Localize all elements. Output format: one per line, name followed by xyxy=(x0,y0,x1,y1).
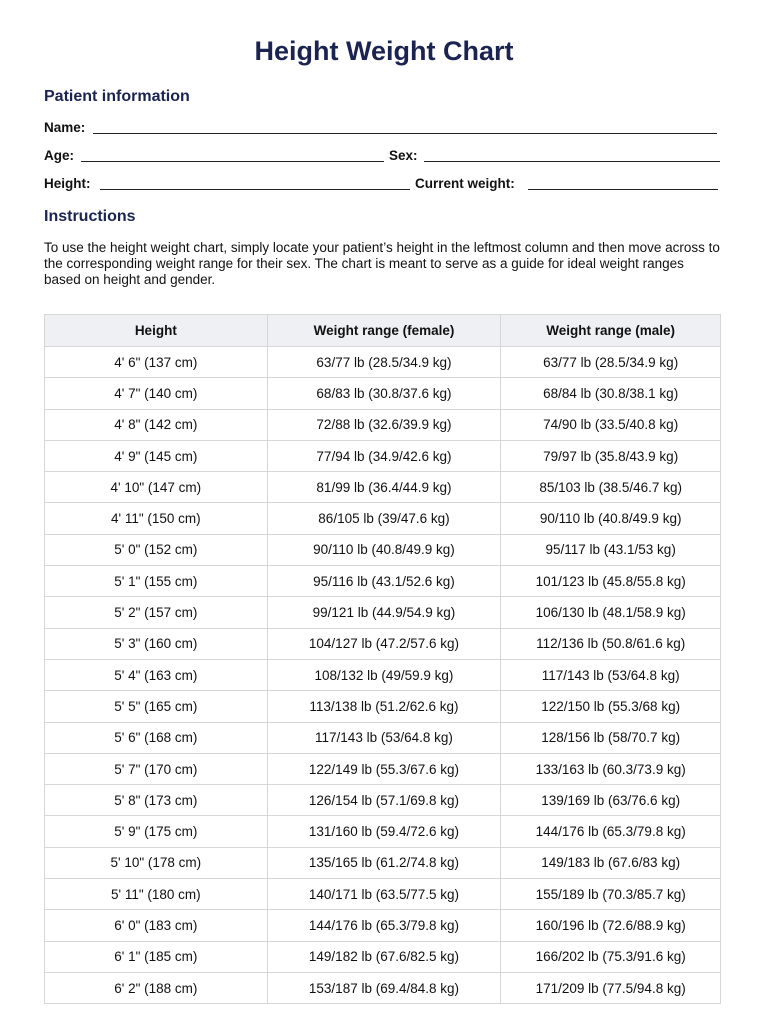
table-row xyxy=(45,347,721,378)
column-header-female: Weight range (female) xyxy=(267,315,501,347)
height-weight-row xyxy=(44,174,724,194)
height-cell: 5' 3" (160 cm) xyxy=(45,628,268,659)
table-row xyxy=(45,597,721,628)
female-weight-cell: 135/165 lb (61.2/74.8 kg) xyxy=(267,847,501,878)
instructions-text: To use the height weight chart, simply locate your patient’s height in the leftmost column and then move across to the corresponding weight range for their sex. The chart is meant to serve as a guide for ideal weight ranges based on height and gender. xyxy=(44,240,720,287)
height-cell: 4' 7" (140 cm) xyxy=(45,378,268,409)
sex-field[interactable] xyxy=(424,161,720,162)
height-cell: 5' 11" (180 cm) xyxy=(45,879,268,910)
height-cell: 5' 5" (165 cm) xyxy=(45,691,268,722)
height-cell: 6' 1" (185 cm) xyxy=(45,941,268,972)
female-weight-cell: 131/160 lb (59.4/72.6 kg) xyxy=(267,816,501,847)
height-cell: 4' 11" (150 cm) xyxy=(45,503,268,534)
height-weight-table xyxy=(44,314,721,1004)
current-weight-field[interactable] xyxy=(528,189,718,190)
male-weight-cell: 144/176 lb (65.3/79.8 kg) xyxy=(501,816,721,847)
female-weight-cell: 72/88 lb (32.6/39.9 kg) xyxy=(267,409,501,440)
male-weight-cell: 133/163 lb (60.3/73.9 kg) xyxy=(501,753,721,784)
current-weight-label: Current weight: xyxy=(415,176,515,191)
table-row xyxy=(45,472,721,503)
table-row xyxy=(45,722,721,753)
table-row xyxy=(45,941,721,972)
table-row xyxy=(45,972,721,1003)
male-weight-cell: 106/130 lb (48.1/58.9 kg) xyxy=(501,597,721,628)
table-row xyxy=(45,440,721,471)
height-cell: 5' 6" (168 cm) xyxy=(45,722,268,753)
table-body xyxy=(45,347,721,1004)
male-weight-cell: 95/117 lb (43.1/53 kg) xyxy=(501,534,721,565)
table-row xyxy=(45,816,721,847)
height-cell: 5' 2" (157 cm) xyxy=(45,597,268,628)
table-row xyxy=(45,847,721,878)
female-weight-cell: 104/127 lb (47.2/57.6 kg) xyxy=(267,628,501,659)
name-label: Name: xyxy=(44,120,86,135)
male-weight-cell: 112/136 lb (50.8/61.6 kg) xyxy=(501,628,721,659)
male-weight-cell: 90/110 lb (40.8/49.9 kg) xyxy=(501,503,721,534)
table-row xyxy=(45,503,721,534)
patient-info-heading: Patient information xyxy=(44,88,190,105)
height-cell: 4' 9" (145 cm) xyxy=(45,440,268,471)
female-weight-cell: 140/171 lb (63.5/77.5 kg) xyxy=(267,879,501,910)
male-weight-cell: 160/196 lb (72.6/88.9 kg) xyxy=(501,910,721,941)
female-weight-cell: 81/99 lb (36.4/44.9 kg) xyxy=(267,472,501,503)
column-header-male: Weight range (male) xyxy=(501,315,721,347)
height-cell: 4' 10" (147 cm) xyxy=(45,472,268,503)
female-weight-cell: 90/110 lb (40.8/49.9 kg) xyxy=(267,534,501,565)
age-sex-row xyxy=(44,146,724,166)
name-row xyxy=(44,118,724,138)
instructions-heading: Instructions xyxy=(44,208,136,225)
height-cell: 6' 0" (183 cm) xyxy=(45,910,268,941)
table-row xyxy=(45,409,721,440)
table-row xyxy=(45,879,721,910)
female-weight-cell: 144/176 lb (65.3/79.8 kg) xyxy=(267,910,501,941)
female-weight-cell: 149/182 lb (67.6/82.5 kg) xyxy=(267,941,501,972)
male-weight-cell: 74/90 lb (33.5/40.8 kg) xyxy=(501,409,721,440)
table-row xyxy=(45,534,721,565)
female-weight-cell: 153/187 lb (69.4/84.8 kg) xyxy=(267,972,501,1003)
table-header-row xyxy=(45,315,721,347)
male-weight-cell: 139/169 lb (63/76.6 kg) xyxy=(501,785,721,816)
female-weight-cell: 117/143 lb (53/64.8 kg) xyxy=(267,722,501,753)
height-cell: 5' 4" (163 cm) xyxy=(45,659,268,690)
height-cell: 5' 9" (175 cm) xyxy=(45,816,268,847)
male-weight-cell: 68/84 lb (30.8/38.1 kg) xyxy=(501,378,721,409)
height-label: Height: xyxy=(44,176,91,191)
male-weight-cell: 63/77 lb (28.5/34.9 kg) xyxy=(501,347,721,378)
male-weight-cell: 149/183 lb (67.6/83 kg) xyxy=(501,847,721,878)
male-weight-cell: 171/209 lb (77.5/94.8 kg) xyxy=(501,972,721,1003)
male-weight-cell: 155/189 lb (70.3/85.7 kg) xyxy=(501,879,721,910)
male-weight-cell: 85/103 lb (38.5/46.7 kg) xyxy=(501,472,721,503)
female-weight-cell: 126/154 lb (57.1/69.8 kg) xyxy=(267,785,501,816)
page-title: Height Weight Chart xyxy=(254,36,514,66)
name-field[interactable] xyxy=(93,133,717,134)
table-row xyxy=(45,910,721,941)
table-row xyxy=(45,785,721,816)
height-cell: 5' 7" (170 cm) xyxy=(45,753,268,784)
table-row xyxy=(45,753,721,784)
male-weight-cell: 79/97 lb (35.8/43.9 kg) xyxy=(501,440,721,471)
female-weight-cell: 113/138 lb (51.2/62.6 kg) xyxy=(267,691,501,722)
age-field[interactable] xyxy=(81,161,384,162)
male-weight-cell: 166/202 lb (75.3/91.6 kg) xyxy=(501,941,721,972)
female-weight-cell: 95/116 lb (43.1/52.6 kg) xyxy=(267,566,501,597)
male-weight-cell: 122/150 lb (55.3/68 kg) xyxy=(501,691,721,722)
female-weight-cell: 68/83 lb (30.8/37.6 kg) xyxy=(267,378,501,409)
table-row xyxy=(45,659,721,690)
table-row xyxy=(45,628,721,659)
male-weight-cell: 101/123 lb (45.8/55.8 kg) xyxy=(501,566,721,597)
height-cell: 5' 8" (173 cm) xyxy=(45,785,268,816)
table-row xyxy=(45,691,721,722)
height-field[interactable] xyxy=(100,189,410,190)
column-header-height: Height xyxy=(45,315,268,347)
height-cell: 6' 2" (188 cm) xyxy=(45,972,268,1003)
female-weight-cell: 86/105 lb (39/47.6 kg) xyxy=(267,503,501,534)
height-cell: 4' 8" (142 cm) xyxy=(45,409,268,440)
female-weight-cell: 63/77 lb (28.5/34.9 kg) xyxy=(267,347,501,378)
female-weight-cell: 122/149 lb (55.3/67.6 kg) xyxy=(267,753,501,784)
female-weight-cell: 99/121 lb (44.9/54.9 kg) xyxy=(267,597,501,628)
height-cell: 4' 6" (137 cm) xyxy=(45,347,268,378)
male-weight-cell: 128/156 lb (58/70.7 kg) xyxy=(501,722,721,753)
table-row xyxy=(45,566,721,597)
age-label: Age: xyxy=(44,148,74,163)
female-weight-cell: 108/132 lb (49/59.9 kg) xyxy=(267,659,501,690)
height-cell: 5' 0" (152 cm) xyxy=(45,534,268,565)
male-weight-cell: 117/143 lb (53/64.8 kg) xyxy=(501,659,721,690)
height-cell: 5' 1" (155 cm) xyxy=(45,566,268,597)
table-row xyxy=(45,378,721,409)
female-weight-cell: 77/94 lb (34.9/42.6 kg) xyxy=(267,440,501,471)
sex-label: Sex: xyxy=(389,148,418,163)
height-cell: 5' 10" (178 cm) xyxy=(45,847,268,878)
